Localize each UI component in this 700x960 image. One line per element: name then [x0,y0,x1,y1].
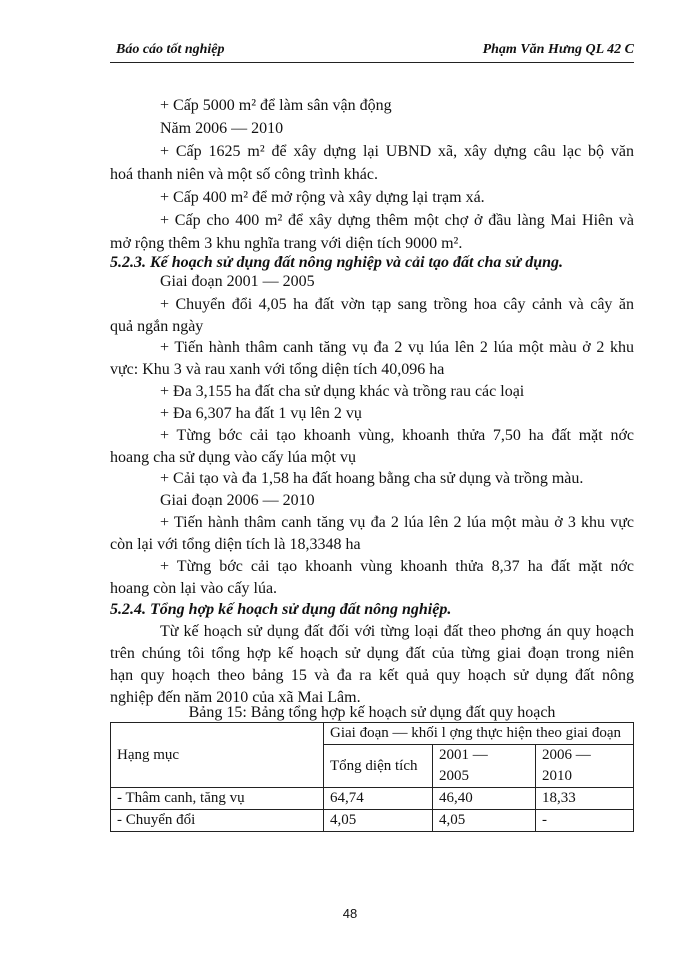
text-line: hoang cha sử dụng vào cấy lúa một vụ [110,449,356,466]
text-line: + Từng bớc cải tạo khoanh vùng, khoanh thửa 7,50 ha đất mặt nớc [160,427,634,444]
header-total-area: Tổng diện tích [324,745,433,788]
text-line: + Cấp cho 400 m² để xây dựng thêm một chợ ở đầu làng Mai Hiên và [160,212,634,229]
text-line: + Cấp 1625 m² để xây dựng lại UBND xã, xây dựng câu lạc bộ văn [160,143,634,160]
cell-p1: 4,05 [433,810,536,832]
page-header [110,42,634,63]
text-line: Từ kế hoạch sử dụng đất đối với từng loại đất theo phơng án quy hoạch [160,623,634,640]
text-line: + Chuyển đổi 4,05 ha đất vờn tạp sang trồng hoa cây cảnh và cây ăn [160,296,634,313]
text-line: vực: Khu 3 và rau xanh với tổng diện tích 40,096 ha [110,361,445,378]
text-line: hạn quy hoạch theo bảng 15 và đa ra kết quả quy hoạch sử dụng đất nông [110,667,634,684]
header-period-2: 2006 — [536,745,634,767]
text-line: + Cấp 400 m² để mở rộng và xây dựng lại trạm xá. [160,189,485,206]
text-line: hoang còn lại vào cấy lúa. [110,580,278,597]
cell-p2: 18,33 [536,788,634,810]
text-line: + Cấp 5000 m² để làm sân vận động [160,97,392,114]
text-line: + Tiến hành thâm canh tăng vụ đa 2 vụ lúa lên 2 lúa một màu ở 2 khu [160,339,634,356]
header-period-1-end: 2005 [433,766,536,788]
cell-total: 64,74 [324,788,433,810]
land-use-plan-table [110,722,634,832]
header-period-2-end: 2010 [536,766,634,788]
cell-p2: - [536,810,634,832]
text-line: + Đa 3,155 ha đất cha sử dụng khác và trồng rau các loại [160,383,525,400]
header-author: Phạm Văn Hưng QL 42 C [482,42,634,57]
text-line: hoá thanh niên và một số công trình khác. [110,166,378,183]
table-caption: Bảng 15: Bảng tổng hợp kế hoạch sử dụng đất quy hoạch [188,704,556,721]
cell-total: 4,05 [324,810,433,832]
text-line: trên chúng tôi tổng hợp kế hoạch sử dụng đất của từng giai đoạn trong niên [110,645,634,662]
text-line: mở rộng thêm 3 khu nghĩa trang với diện tích 9000 m². [110,235,463,252]
text-line: nghiệp đến năm 2010 của xã Mai Lâm. [110,689,361,706]
cell-p1: 46,40 [433,788,536,810]
text-line: + Từng bớc cải tạo khoanh vùng khoanh thửa 8,37 ha đất mặt nớc [160,558,634,575]
table-row [111,810,634,832]
header-period-1: 2001 — [433,745,536,767]
table-row [111,788,634,810]
text-line: Giai đoạn 2001 — 2005 [160,273,315,290]
text-line: + Cải tạo và đa 1,58 ha đất hoang bằng cha sử dụng và trồng màu. [160,470,584,487]
text-line: + Tiến hành thâm canh tăng vụ đa 2 lúa lên 2 lúa một màu ở 3 khu vực [160,514,634,531]
text-line: quả ngắn ngày [110,318,204,335]
section-heading-5-2-3: 5.2.3. Kế hoạch sử dụng đất nông nghiệp và cải tạo đất cha sử dụng. [110,254,564,271]
section-heading-5-2-4: 5.2.4. Tổng hợp kế hoạch sử dụng đất nông nghiệp. [110,601,452,618]
cell-item: - Thâm canh, tăng vụ [111,788,324,810]
text-line: + Đa 6,307 ha đất 1 vụ lên 2 vụ [160,405,362,422]
header-report-title: Báo cáo tốt nghiệp [116,42,225,57]
cell-item: - Chuyển đổi [111,810,324,832]
text-line: Năm 2006 — 2010 [160,120,284,137]
header-period-group: Giai đoạn — khối l ợng thực hiện theo giai đoạn [324,723,634,745]
header-item: Hạng mục [111,723,324,788]
page-number: 48 [342,906,358,921]
text-line: Giai đoạn 2006 — 2010 [160,492,315,509]
text-line: còn lại với tổng diện tích là 18,3348 ha [110,536,361,553]
